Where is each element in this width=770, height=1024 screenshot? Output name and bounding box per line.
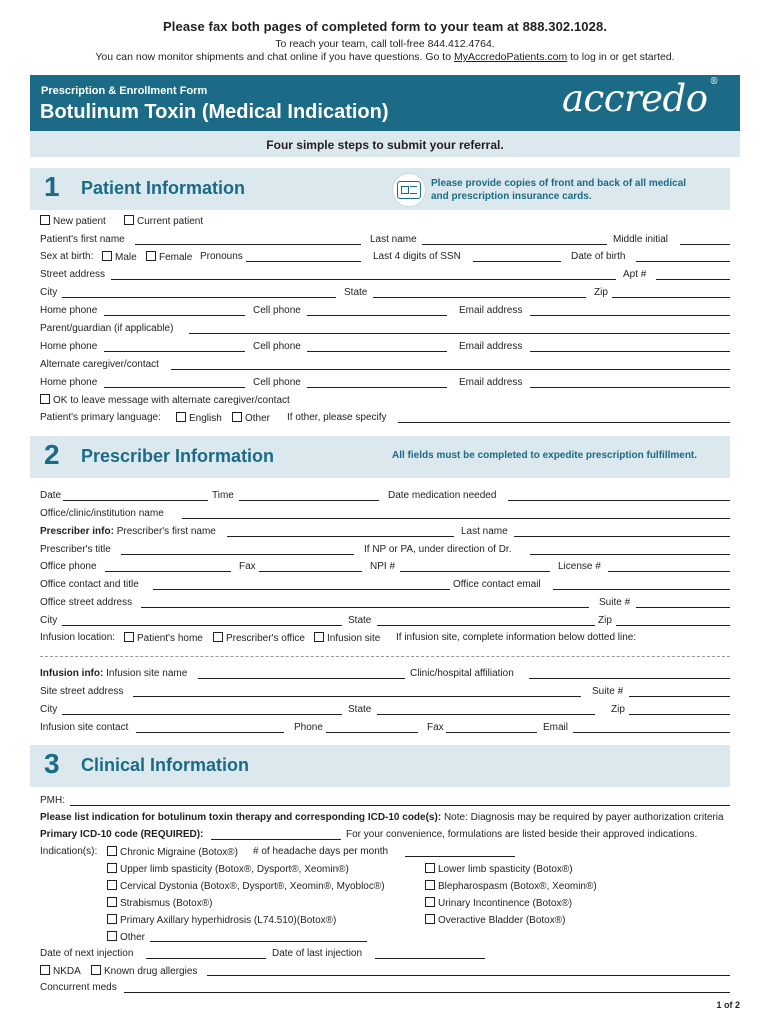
street-label: Street address	[40, 269, 106, 280]
site-fax-field[interactable]	[446, 732, 537, 733]
site-suite-field[interactable]	[629, 696, 730, 697]
date-field[interactable]	[63, 500, 208, 501]
office-street-label: Office street address	[40, 597, 133, 608]
middle-initial-label: Middle initial	[613, 234, 669, 245]
male-checkbox[interactable]: Male	[102, 251, 137, 263]
next-injection-label: Date of next injection	[40, 948, 134, 959]
cell-phone-field[interactable]	[307, 315, 447, 316]
infusion-info-label: Infusion info: Infusion site name	[40, 668, 188, 679]
section-prescriber-header	[30, 436, 730, 478]
ssn-field[interactable]	[473, 261, 561, 262]
prescriber-last-label: Last name	[461, 526, 508, 537]
steps-bar: Four simple steps to submit your referral.	[30, 131, 740, 157]
street-field[interactable]	[111, 279, 616, 280]
date-needed-field[interactable]	[508, 500, 730, 501]
home-phone-label: Home phone	[40, 305, 98, 316]
home-phone-field[interactable]	[104, 315, 245, 316]
prescriber-city-field[interactable]	[62, 625, 342, 626]
indication-instructions: Please list indication for botulinum toxin therapy and corresponding ICD-10 code(s): Note: Diagnosis may be required by payer authorization criteria	[40, 812, 724, 823]
zip-field[interactable]	[612, 297, 730, 298]
accredo-logo: accredo ®	[561, 76, 718, 120]
indications-label: Indication(s):	[40, 846, 98, 857]
page-number: 1 of 2	[716, 1000, 740, 1010]
nkda-checkbox[interactable]: NKDA	[40, 965, 81, 977]
if-infusion-label: If infusion site, complete information below dotted line:	[396, 632, 637, 643]
site-phone-label: Phone	[294, 722, 323, 733]
site-state-field[interactable]	[377, 714, 595, 715]
site-city-field[interactable]	[62, 714, 342, 715]
pronouns-label: Pronouns	[200, 251, 243, 262]
patient-home-checkbox[interactable]: Patient's home	[124, 632, 203, 644]
suite-field[interactable]	[636, 607, 730, 608]
first-name-label: Patient's first name	[40, 234, 125, 245]
axillary-hyperhidrosis-checkbox[interactable]: Primary Axillary hyperhidrosis (L74.510)(Botox®)	[107, 914, 336, 926]
alt-caregiver-field[interactable]	[171, 369, 730, 370]
upper-limb-checkbox[interactable]: Upper limb spasticity (Botox®, Dysport®, Xeomin®)	[107, 863, 349, 875]
guardian-email-field[interactable]	[530, 351, 730, 352]
site-street-field[interactable]	[133, 696, 581, 697]
npi-label: NPI #	[370, 561, 396, 572]
prescriber-office-checkbox[interactable]: Prescriber's office	[213, 632, 305, 644]
guardian-cell-phone-field[interactable]	[307, 351, 447, 352]
guardian-email-label: Email address	[459, 341, 523, 352]
state-field[interactable]	[373, 297, 586, 298]
infusion-site-name-field[interactable]	[198, 678, 405, 679]
prescriber-title-field[interactable]	[121, 554, 354, 555]
last-name-label: Last name	[370, 234, 417, 245]
first-name-field[interactable]	[135, 244, 361, 245]
section-number: 3	[44, 748, 60, 779]
section-title: Clinical Information	[81, 755, 250, 775]
last-name-field[interactable]	[422, 244, 607, 245]
next-injection-field[interactable]	[146, 958, 266, 959]
new-patient-checkbox[interactable]: New patient	[40, 215, 106, 227]
strabismus-checkbox[interactable]: Strabismus (Botox®)	[107, 897, 212, 909]
site-email-label: Email	[543, 722, 569, 733]
site-email-field[interactable]	[573, 732, 730, 733]
concurrent-meds-label: Concurrent meds	[40, 982, 117, 993]
alt-home-phone-field[interactable]	[104, 387, 245, 388]
form-label: Prescription & Enrollment Form	[41, 85, 208, 97]
section-title: Prescriber Information	[81, 446, 275, 466]
prescriber-info-label: Prescriber info: Prescriber's first name	[40, 526, 216, 537]
alt-email-label: Email address	[459, 377, 523, 388]
prescriber-state-field[interactable]	[377, 625, 595, 626]
email-label: Email address	[459, 305, 523, 316]
form-title: Botulinum Toxin (Medical Indication)	[40, 101, 389, 123]
prescriber-note: All fields must be completed to expedite prescription fulfillment.	[392, 450, 698, 461]
fax-label: Fax	[239, 561, 256, 572]
infusion-location-label: Infusion location:	[40, 632, 116, 643]
known-allergies-field[interactable]	[207, 975, 730, 976]
known-allergies-checkbox[interactable]: Known drug allergies	[91, 965, 197, 977]
insurance-card-icon	[392, 173, 426, 207]
site-phone-field[interactable]	[326, 732, 418, 733]
urinary-incontinence-checkbox[interactable]: Urinary Incontinence (Botox®)	[425, 897, 572, 909]
apt-field[interactable]	[656, 279, 730, 280]
patient-portal-link[interactable]: MyAccredoPatients.com	[453, 51, 568, 63]
site-street-label: Site street address	[40, 686, 124, 697]
last-injection-label: Date of last injection	[272, 948, 363, 959]
city-label: City	[40, 287, 58, 298]
primary-icd-label: Primary ICD-10 code (REQUIRED):	[40, 829, 204, 840]
prescriber-title-label: Prescriber's title	[40, 544, 111, 555]
section-number: 1	[44, 171, 60, 202]
guardian-home-phone-field[interactable]	[104, 351, 245, 352]
office-phone-field[interactable]	[105, 571, 231, 572]
date-needed-label: Date medication needed	[388, 490, 497, 501]
site-zip-label: Zip	[611, 704, 625, 715]
prescriber-first-field[interactable]	[227, 536, 454, 537]
dotted-divider	[40, 656, 730, 657]
ok-leave-message-checkbox[interactable]: OK to leave message with alternate caregiver/contact	[40, 394, 290, 406]
insurance-card-note: Please provide copies of front and back of all medical and prescription insurance cards.	[431, 178, 687, 202]
middle-initial-field[interactable]	[680, 244, 730, 245]
last-injection-field[interactable]	[375, 958, 485, 959]
site-suite-label: Suite #	[592, 686, 624, 697]
prescriber-city-label: City	[40, 615, 58, 626]
alt-home-phone-label: Home phone	[40, 377, 98, 388]
pmh-label: PMH:	[40, 795, 65, 806]
ssn-label: Last 4 digits of SSN	[373, 251, 461, 262]
monitor-line	[0, 51, 770, 63]
other-indication-field[interactable]	[150, 941, 367, 942]
blepharospasm-checkbox[interactable]: Blepharospasm (Botox®, Xeomin®)	[425, 880, 597, 892]
pronouns-field[interactable]	[246, 261, 361, 262]
current-patient-checkbox[interactable]: Current patient	[124, 215, 203, 227]
site-state-label: State	[348, 704, 372, 715]
cervical-dystonia-checkbox[interactable]: Cervical Dystonia (Botox®, Dysport®, Xeomin®, Myobloc®)	[107, 880, 385, 892]
other-indication-checkbox[interactable]: Other	[107, 931, 145, 943]
section-number: 2	[44, 439, 60, 470]
np-pa-field[interactable]	[530, 554, 730, 555]
cell-phone-label: Cell phone	[253, 305, 301, 316]
time-field[interactable]	[239, 500, 379, 501]
site-zip-field[interactable]	[629, 714, 730, 715]
time-label: Time	[212, 490, 234, 501]
overactive-bladder-checkbox[interactable]: Overactive Bladder (Botox®)	[425, 914, 565, 926]
office-contact-label: Office contact and title	[40, 579, 139, 590]
npi-field[interactable]	[400, 571, 550, 572]
infusion-site-checkbox[interactable]: Infusion site	[314, 632, 380, 644]
prescriber-last-field[interactable]	[514, 536, 730, 537]
office-email-label: Office contact email	[453, 579, 541, 590]
concurrent-meds-field[interactable]	[124, 992, 730, 993]
fax-instructions: Please fax both pages of completed form to your team at 888.302.1028.	[163, 19, 607, 34]
lower-limb-checkbox[interactable]: Lower limb spasticity (Botox®)	[425, 863, 573, 875]
guardian-cell-phone-label: Cell phone	[253, 341, 301, 352]
office-name-field[interactable]	[182, 518, 730, 519]
convenience-note: For your convenience, formulations are listed beside their approved indications.	[346, 829, 698, 840]
office-name-label: Office/clinic/institution name	[40, 508, 164, 519]
if-other-label: If other, please specify	[287, 412, 387, 423]
pmh-field[interactable]	[70, 805, 730, 806]
alt-cell-phone-field[interactable]	[307, 387, 447, 388]
alt-cell-phone-label: Cell phone	[253, 377, 301, 388]
office-phone-label: Office phone	[40, 561, 97, 572]
license-label: License #	[558, 561, 601, 572]
section-patient-header	[30, 168, 730, 210]
np-pa-label: If NP or PA, under direction of Dr.	[364, 544, 512, 555]
alt-caregiver-label: Alternate caregiver/contact	[40, 359, 159, 370]
site-city-label: City	[40, 704, 58, 715]
site-fax-label: Fax	[427, 722, 444, 733]
affiliation-label: Clinic/hospital affiliation	[410, 668, 514, 679]
license-field[interactable]	[608, 571, 730, 572]
prescriber-zip-label: Zip	[598, 615, 612, 626]
sex-label: Sex at birth:	[40, 251, 94, 262]
email-field[interactable]	[530, 315, 730, 316]
date-label: Date	[40, 490, 62, 501]
prescriber-state-label: State	[348, 615, 372, 626]
fax-field[interactable]	[259, 571, 362, 572]
site-contact-field[interactable]	[136, 732, 284, 733]
guardian-label: Parent/guardian (if applicable)	[40, 323, 174, 334]
alt-email-field[interactable]	[530, 387, 730, 388]
apt-label: Apt #	[623, 269, 647, 280]
zip-label: Zip	[594, 287, 608, 298]
suite-label: Suite #	[599, 597, 631, 608]
chronic-migraine-checkbox[interactable]: Chronic Migraine (Botox®)	[107, 846, 238, 858]
office-contact-field[interactable]	[153, 589, 450, 590]
monitor-text: You can now monitor shipments and chat online if you have questions. Go to	[95, 51, 452, 63]
guardian-field[interactable]	[189, 333, 730, 334]
other-language-checkbox[interactable]: Other	[232, 412, 270, 424]
english-checkbox[interactable]: English	[176, 412, 222, 424]
affiliation-field[interactable]	[529, 678, 730, 679]
prescriber-zip-field[interactable]	[616, 625, 730, 626]
section-clinical-header	[30, 745, 730, 787]
primary-icd-field[interactable]	[211, 839, 341, 840]
reach-team-line: To reach your team, call toll-free 844.412.4764.	[275, 38, 495, 50]
city-field[interactable]	[62, 297, 336, 298]
headache-days-field[interactable]	[405, 856, 515, 857]
female-checkbox[interactable]: Female	[146, 251, 192, 263]
dob-label: Date of birth	[571, 251, 626, 262]
other-language-field[interactable]	[398, 422, 730, 423]
guardian-home-phone-label: Home phone	[40, 341, 98, 352]
section-title: Patient Information	[81, 178, 246, 198]
language-label: Patient's primary language:	[40, 412, 161, 423]
office-street-field[interactable]	[141, 607, 589, 608]
site-contact-label: Infusion site contact	[40, 722, 129, 733]
office-email-field[interactable]	[553, 589, 730, 590]
headache-days-label: # of headache days per month	[253, 846, 389, 857]
dob-field[interactable]	[636, 261, 730, 262]
monitor-text-end: to log in or get started.	[570, 51, 675, 63]
state-label: State	[344, 287, 368, 298]
